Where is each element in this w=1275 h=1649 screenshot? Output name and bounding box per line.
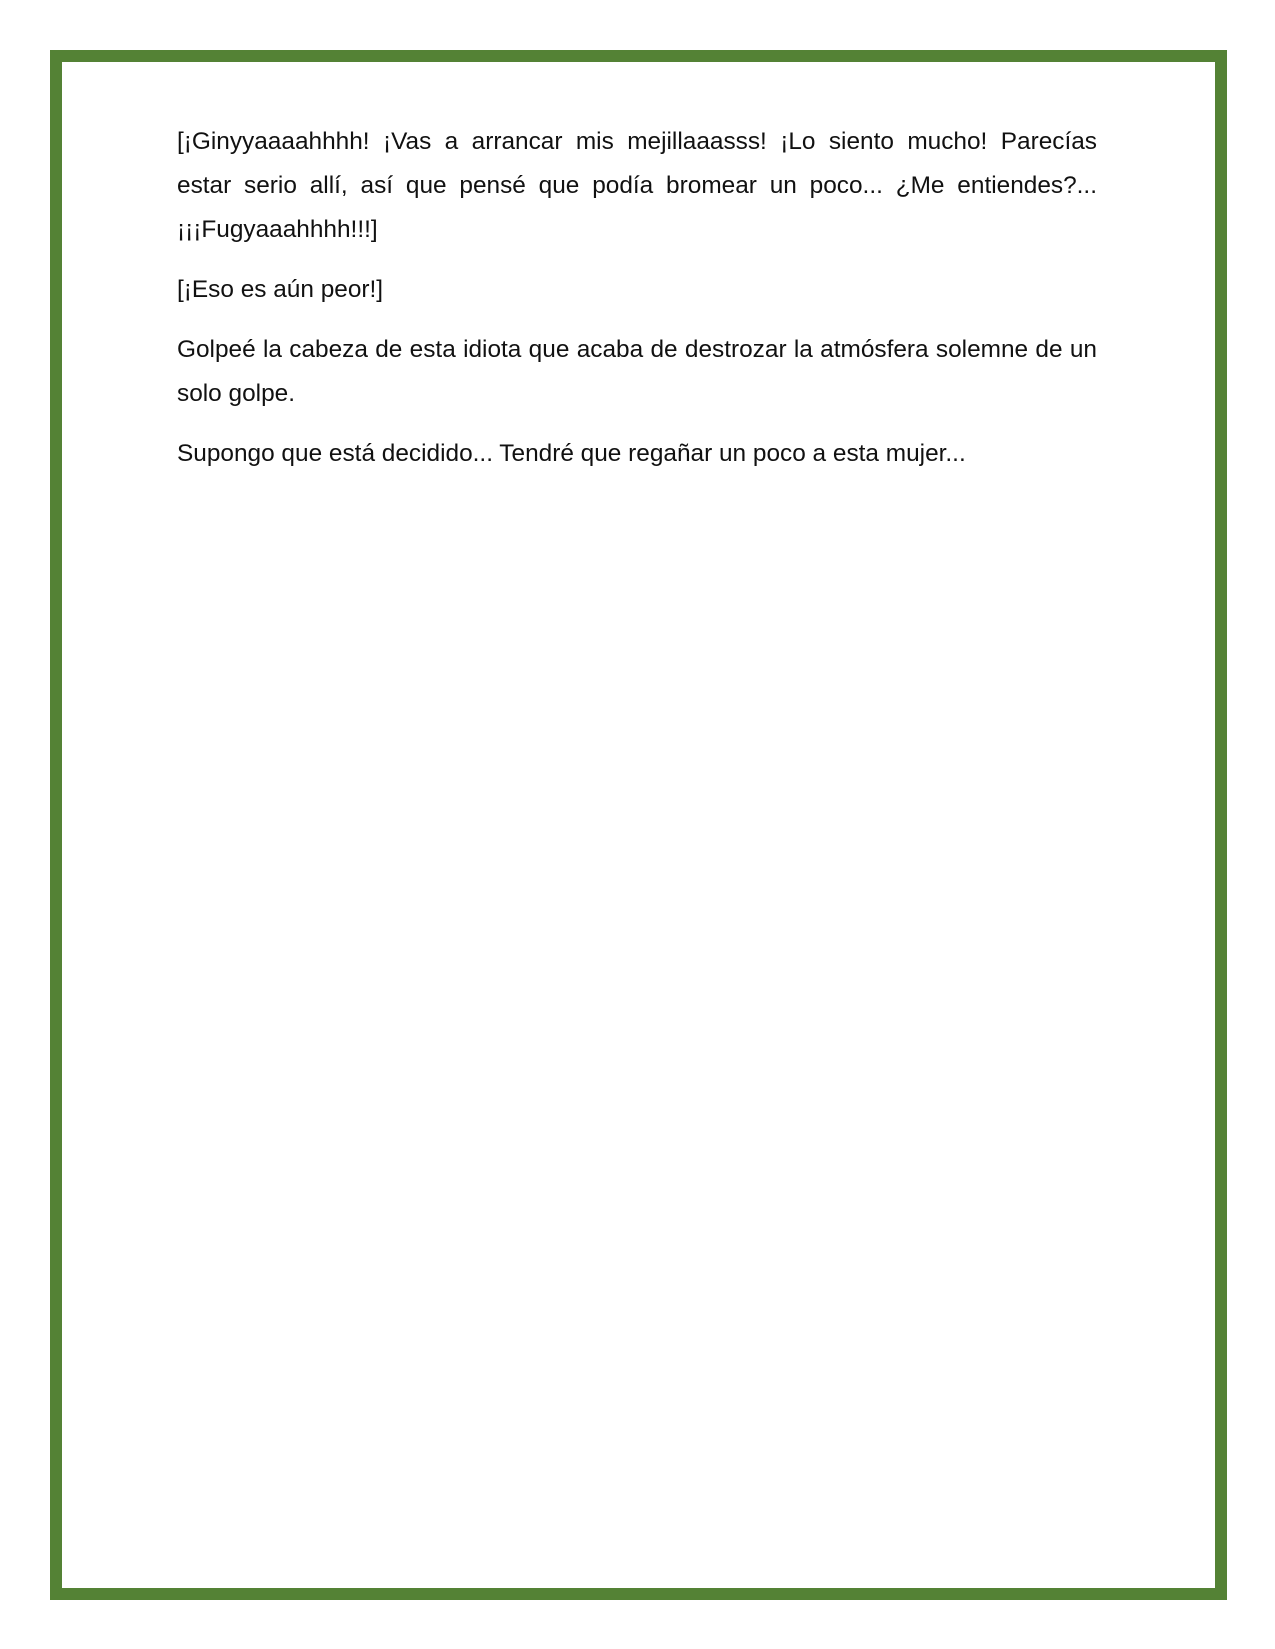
paragraph: Supongo que está decidido... Tendré que regañar un poco a esta mujer... [177, 440, 966, 467]
paragraph: [¡Ginyyaaaahhhh! ¡Vas a arrancar mis mejillaaasss! ¡Lo siento mucho! Parecías estar serio allí, así que pensé que podía bromear un poco... ¿Me entiendes?... ¡¡¡Fugyaaahhhh!!!] [177, 128, 1097, 243]
paragraph: Golpeé la cabeza de esta idiota que acaba de destrozar la atmósfera solemne de un solo golpe. [177, 336, 1097, 407]
document-body [177, 120, 1097, 492]
paragraph: [¡Eso es aún peor!] [177, 276, 384, 303]
